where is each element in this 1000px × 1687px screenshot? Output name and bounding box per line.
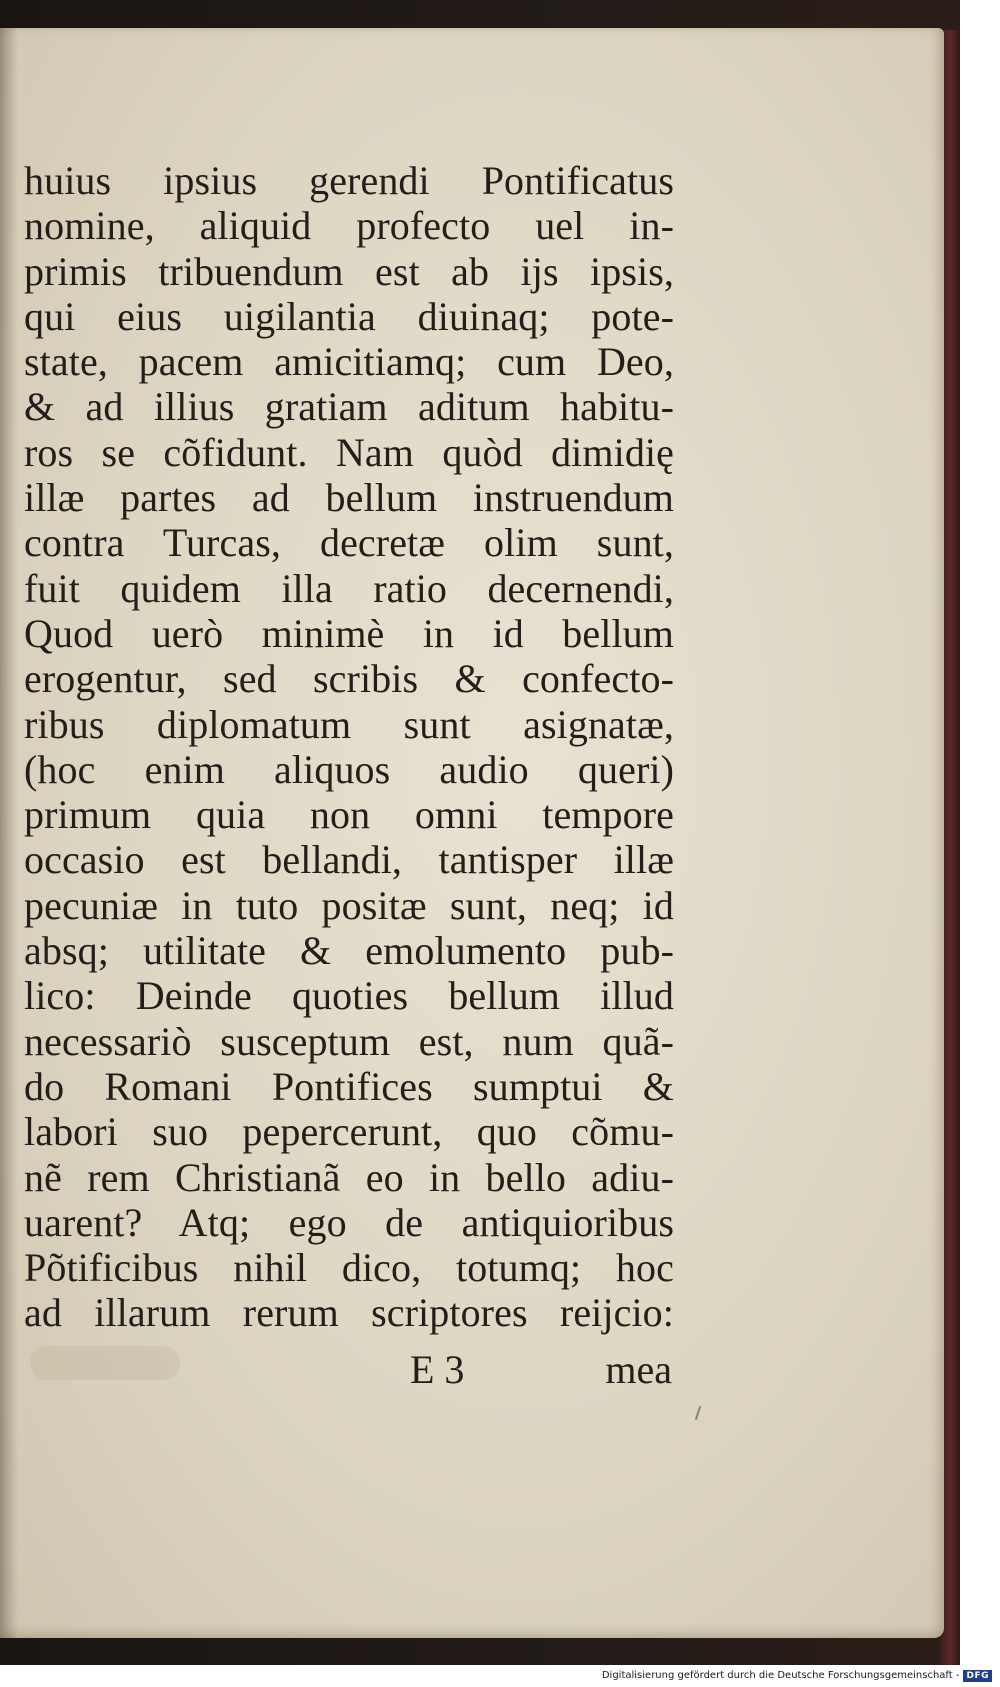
- text-line: fuit quidem illa ratio decernendi,: [24, 565, 674, 611]
- text-line: primum quia non omni tempore: [24, 792, 674, 838]
- signature-mark: E 3: [410, 1347, 465, 1392]
- text-line: absq; utilitate & emolumento pub-: [24, 928, 674, 974]
- text-line: primis tribuendum est ab ijs ipsis,: [24, 248, 674, 294]
- text-line: do Romani Pontifices sumptui &: [24, 1063, 674, 1109]
- text-line: ros se cõfidunt. Nam quòd dimidię: [24, 429, 674, 475]
- text-line: nomine, aliquid profecto uel in-: [24, 203, 674, 249]
- text-line: occasio est bellandi, tantisper illæ: [24, 837, 674, 883]
- dfg-logo-icon: DFG: [963, 1670, 992, 1682]
- text-line: & ad illius gratiam aditum habitu-: [24, 384, 674, 430]
- text-line: labori suo pepercerunt, quo cõmu-: [24, 1109, 674, 1155]
- text-line: huius ipsius gerendi Pontificatus: [24, 158, 674, 203]
- text-line: illæ partes ad bellum instruendum: [24, 475, 674, 521]
- text-line: (hoc enim aliquos audio queri): [24, 746, 674, 792]
- text-line: uarent? Atq; ego de antiquioribus: [24, 1199, 674, 1245]
- stray-mark: [695, 1406, 701, 1420]
- text-line: Quod uerò minimè in id bellum: [24, 610, 674, 656]
- text-line: pecuniæ in tuto positæ sunt, neq; id: [24, 882, 674, 928]
- catchword: mea: [605, 1347, 672, 1392]
- book-page: [0, 28, 944, 1638]
- page-foot: [410, 1346, 672, 1394]
- text-line: nẽ rem Christianã eo in bello adiu-: [24, 1154, 674, 1200]
- text-line: erogentur, sed scribis & confecto-: [24, 656, 674, 702]
- text-line: lico: Deinde quoties bellum illud: [24, 973, 674, 1019]
- digitization-credit: [602, 1669, 992, 1683]
- ink-smudge: [30, 1346, 180, 1380]
- text-line: ribus diplomatum sunt asignatæ,: [24, 701, 674, 747]
- credit-text: Digitalisierung gefördert durch die Deutsche Forschungsgemeinschaft -: [601, 1670, 960, 1681]
- body-text: [24, 158, 674, 1336]
- text-line: contra Turcas, decretæ olim sunt,: [24, 520, 674, 566]
- text-line: qui eius uigilantia diuinaq; pote-: [24, 293, 674, 339]
- text-line: ad illarum rerum scriptores reijcio:: [24, 1290, 674, 1336]
- text-line: state, pacem amicitiamq; cum Deo,: [24, 339, 674, 385]
- text-line: necessariò susceptum est, num quã-: [24, 1018, 674, 1064]
- text-line: Põtificibus nihil dico, totumq; hoc: [24, 1245, 674, 1291]
